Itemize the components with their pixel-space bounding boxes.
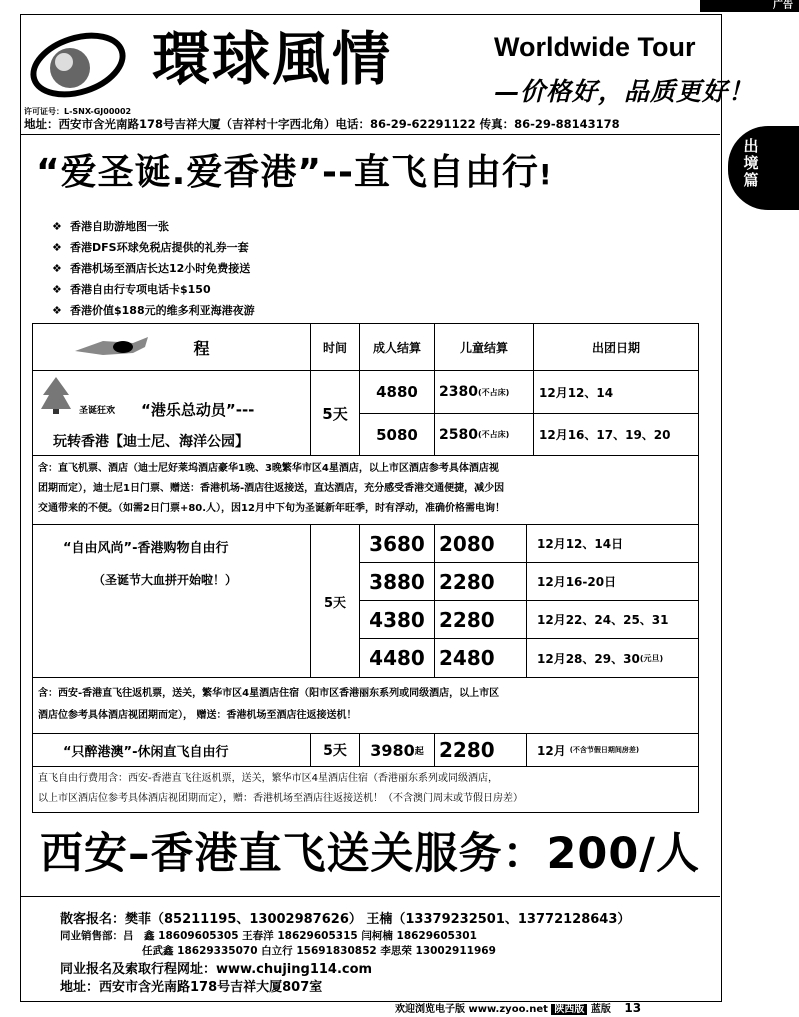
agency-address: 地址：西安市含光南路178号吉祥大厦（吉祥村十字西北角）电话：86-29-62291122 传真：86-29-88143178 — [24, 117, 620, 131]
globe-logo-icon — [28, 30, 128, 100]
days-cell: 5天 — [310, 524, 360, 678]
package-note — [32, 677, 699, 734]
child-price-note: (不占床) — [477, 430, 510, 439]
bullet-text: 香港自由行专项电话卡$150 — [70, 283, 211, 296]
adult-price: 4480 — [359, 638, 435, 678]
note-line: 含：西安-香港直飞往返机票，送关，繁华市区4星酒店住宿（阳市区香港丽东系列或同级酒店，以上市区 — [38, 688, 500, 699]
dates-value: 12月28、29、30 — [537, 651, 640, 666]
route-label: 程 — [193, 338, 210, 358]
edition-badge: 陕西版 — [551, 1004, 587, 1015]
child-price — [434, 370, 534, 414]
route-title: “自由风尚”-香港购物自由行 — [63, 541, 229, 556]
dates-note: (元旦) — [639, 653, 664, 663]
child-price-value: 2580 — [439, 426, 478, 443]
side-tab — [728, 126, 799, 210]
headline-excl: ! — [538, 158, 553, 191]
headline — [36, 144, 553, 195]
side-tab-label: 出境篇 — [743, 137, 759, 189]
footer-text: 欢迎浏览电子版 www.zyoo.net — [395, 1004, 548, 1015]
divider — [20, 896, 720, 897]
route-cell — [32, 370, 311, 456]
child-price: 2280 — [434, 733, 527, 767]
adult-price: 3680 — [359, 524, 435, 563]
bullet-list — [52, 216, 255, 321]
adult-price — [359, 733, 435, 767]
diamond-bullet-icon: ❖ — [52, 241, 62, 254]
departure-dates — [526, 562, 699, 601]
route-subtitle: 玩转香港【迪士尼、海洋公园】 — [53, 434, 249, 450]
dates-value: 12月16-20日 — [537, 575, 617, 589]
sales-contact: 任武鑫 18629335070 白立行 15691830852 李思荣 13002911969 — [142, 945, 496, 957]
adult-price: 4380 — [359, 600, 435, 639]
route-cell — [32, 524, 311, 678]
airplane-icon — [73, 333, 153, 363]
route-title: “港乐总动员”--- — [141, 401, 255, 419]
bullet-text: 香港价值$188元的维多利亚海港夜游 — [70, 304, 255, 317]
header-adult: 成人结算 — [359, 323, 435, 371]
route-prefix: 圣诞狂欢 — [79, 406, 116, 416]
ad-tag: 广告 — [700, 0, 799, 12]
diamond-bullet-icon: ❖ — [52, 262, 62, 275]
footer — [395, 1000, 641, 1015]
days-cell: 5天 — [310, 370, 360, 456]
child-price-note: (不占床) — [477, 387, 510, 397]
child-price: 2280 — [434, 562, 527, 601]
page-number: 13 — [624, 1001, 642, 1015]
note-line: 酒店位参考具体酒店视团期而定）， 赠送：香港机场至酒店往返接送机！ — [38, 710, 357, 721]
dates-note: (不含节假日期间房差) — [569, 746, 640, 754]
header-child: 儿童结算 — [434, 323, 534, 371]
edition-label: 蓝版 — [590, 1004, 611, 1015]
list-item — [52, 279, 255, 300]
bullet-text: 香港自助游地图一张 — [70, 220, 169, 233]
bullet-text: 香港机场至酒店长达12小时免费接送 — [70, 262, 251, 275]
dates-value: 12月12、14日 — [537, 537, 624, 551]
header-route — [32, 323, 311, 371]
note-line: 团期而定），迪士尼1日门票、赠送：香港机场-酒店往返接送，直达酒店，充分感受香港交通便捷，减少因 — [38, 483, 505, 494]
child-price: 2480 — [434, 638, 527, 678]
diamond-bullet-icon: ❖ — [52, 283, 62, 296]
diamond-bullet-icon: ❖ — [52, 220, 62, 233]
list-item — [52, 216, 255, 237]
adult-price: 5080 — [359, 413, 435, 456]
child-price — [434, 413, 534, 456]
adult-price-note: 起 — [414, 746, 424, 757]
christmas-tree-icon — [39, 375, 73, 415]
divider — [20, 134, 720, 135]
dates-value: 12月22、24、25、31 — [537, 613, 669, 627]
list-item — [52, 258, 255, 279]
adult-price: 3880 — [359, 562, 435, 601]
days-cell: 5天 — [310, 733, 360, 767]
package-note — [32, 766, 699, 813]
departure-dates — [526, 733, 699, 767]
route-subtitle: （圣诞节大血拼开始啦！） — [93, 573, 238, 587]
sales-contact: 同业销售部：吕 鑫 18609605305 王春洋 18629605315 闫柯楠 18629605301 — [60, 930, 477, 942]
diamond-bullet-icon: ❖ — [52, 304, 62, 317]
departure-dates: 12月16、17、19、20 — [533, 413, 699, 456]
license-number: 许可证号：L-SNX-GJ00002 — [24, 107, 132, 116]
note-line: 直飞自由行费用含：西安-香港直飞往返机票，送关，繁华市区4星酒店住宿（香港丽东系列或同级酒店， — [38, 773, 498, 784]
adult-price-value: 3980 — [370, 740, 415, 760]
departure-dates — [526, 600, 699, 639]
logo — [28, 30, 128, 100]
dates-value: 12月 — [537, 743, 566, 758]
departure-dates — [526, 638, 699, 678]
brand-slogan: —价格好，品质更好！ — [494, 77, 755, 106]
note-line: 交通带来的不便。（如需2日门票+80.人），因12月中下旬为圣诞新年旺季，时有浮动，准确价格需电询！ — [38, 503, 505, 514]
service-banner: 西安–香港直飞送关服务：200/人 — [40, 829, 700, 879]
headline-main: “爱圣诞.爱香港”--直飞自由行 — [36, 152, 539, 193]
departure-dates — [526, 524, 699, 563]
header-days: 时间 — [310, 323, 360, 371]
list-item — [52, 300, 255, 321]
brand-cn: 環球風情 — [152, 25, 393, 93]
bullet-text: 香港DFS环球免税店提供的礼券一套 — [70, 241, 249, 254]
adult-price: 4880 — [359, 370, 435, 414]
note-line: 以上市区酒店位参考具体酒店视团期而定），赠：香港机场至酒店往返接送机！（不含澳门周末或节假日房差） — [38, 793, 523, 804]
brand-en: Worldwide Tour — [494, 32, 696, 62]
office-address: 地址：西安市含光南路178号吉祥大厦807室 — [60, 980, 323, 995]
departure-dates: 12月12、14 — [533, 370, 699, 414]
retail-contact: 散客报名：樊菲（85211195、13002987626） 王楠（13379232501、13772128643） — [60, 912, 631, 927]
note-line: 含：直飞机票、酒店（迪士尼好莱坞酒店豪华1晚、3晚繁华市区4星酒店，以上市区酒店参考具体酒店视 — [38, 463, 499, 474]
child-price: 2280 — [434, 600, 527, 639]
route-title: “只醉港澳”-休闲直飞自由行 — [32, 733, 311, 767]
list-item — [52, 237, 255, 258]
package-note — [32, 455, 699, 525]
header-dates: 出团日期 — [533, 323, 699, 371]
child-price-value: 2380 — [439, 384, 478, 400]
child-price: 2080 — [434, 524, 527, 563]
website-line: 同业报名及索取行程网址：www.chujing114.com — [60, 962, 373, 977]
